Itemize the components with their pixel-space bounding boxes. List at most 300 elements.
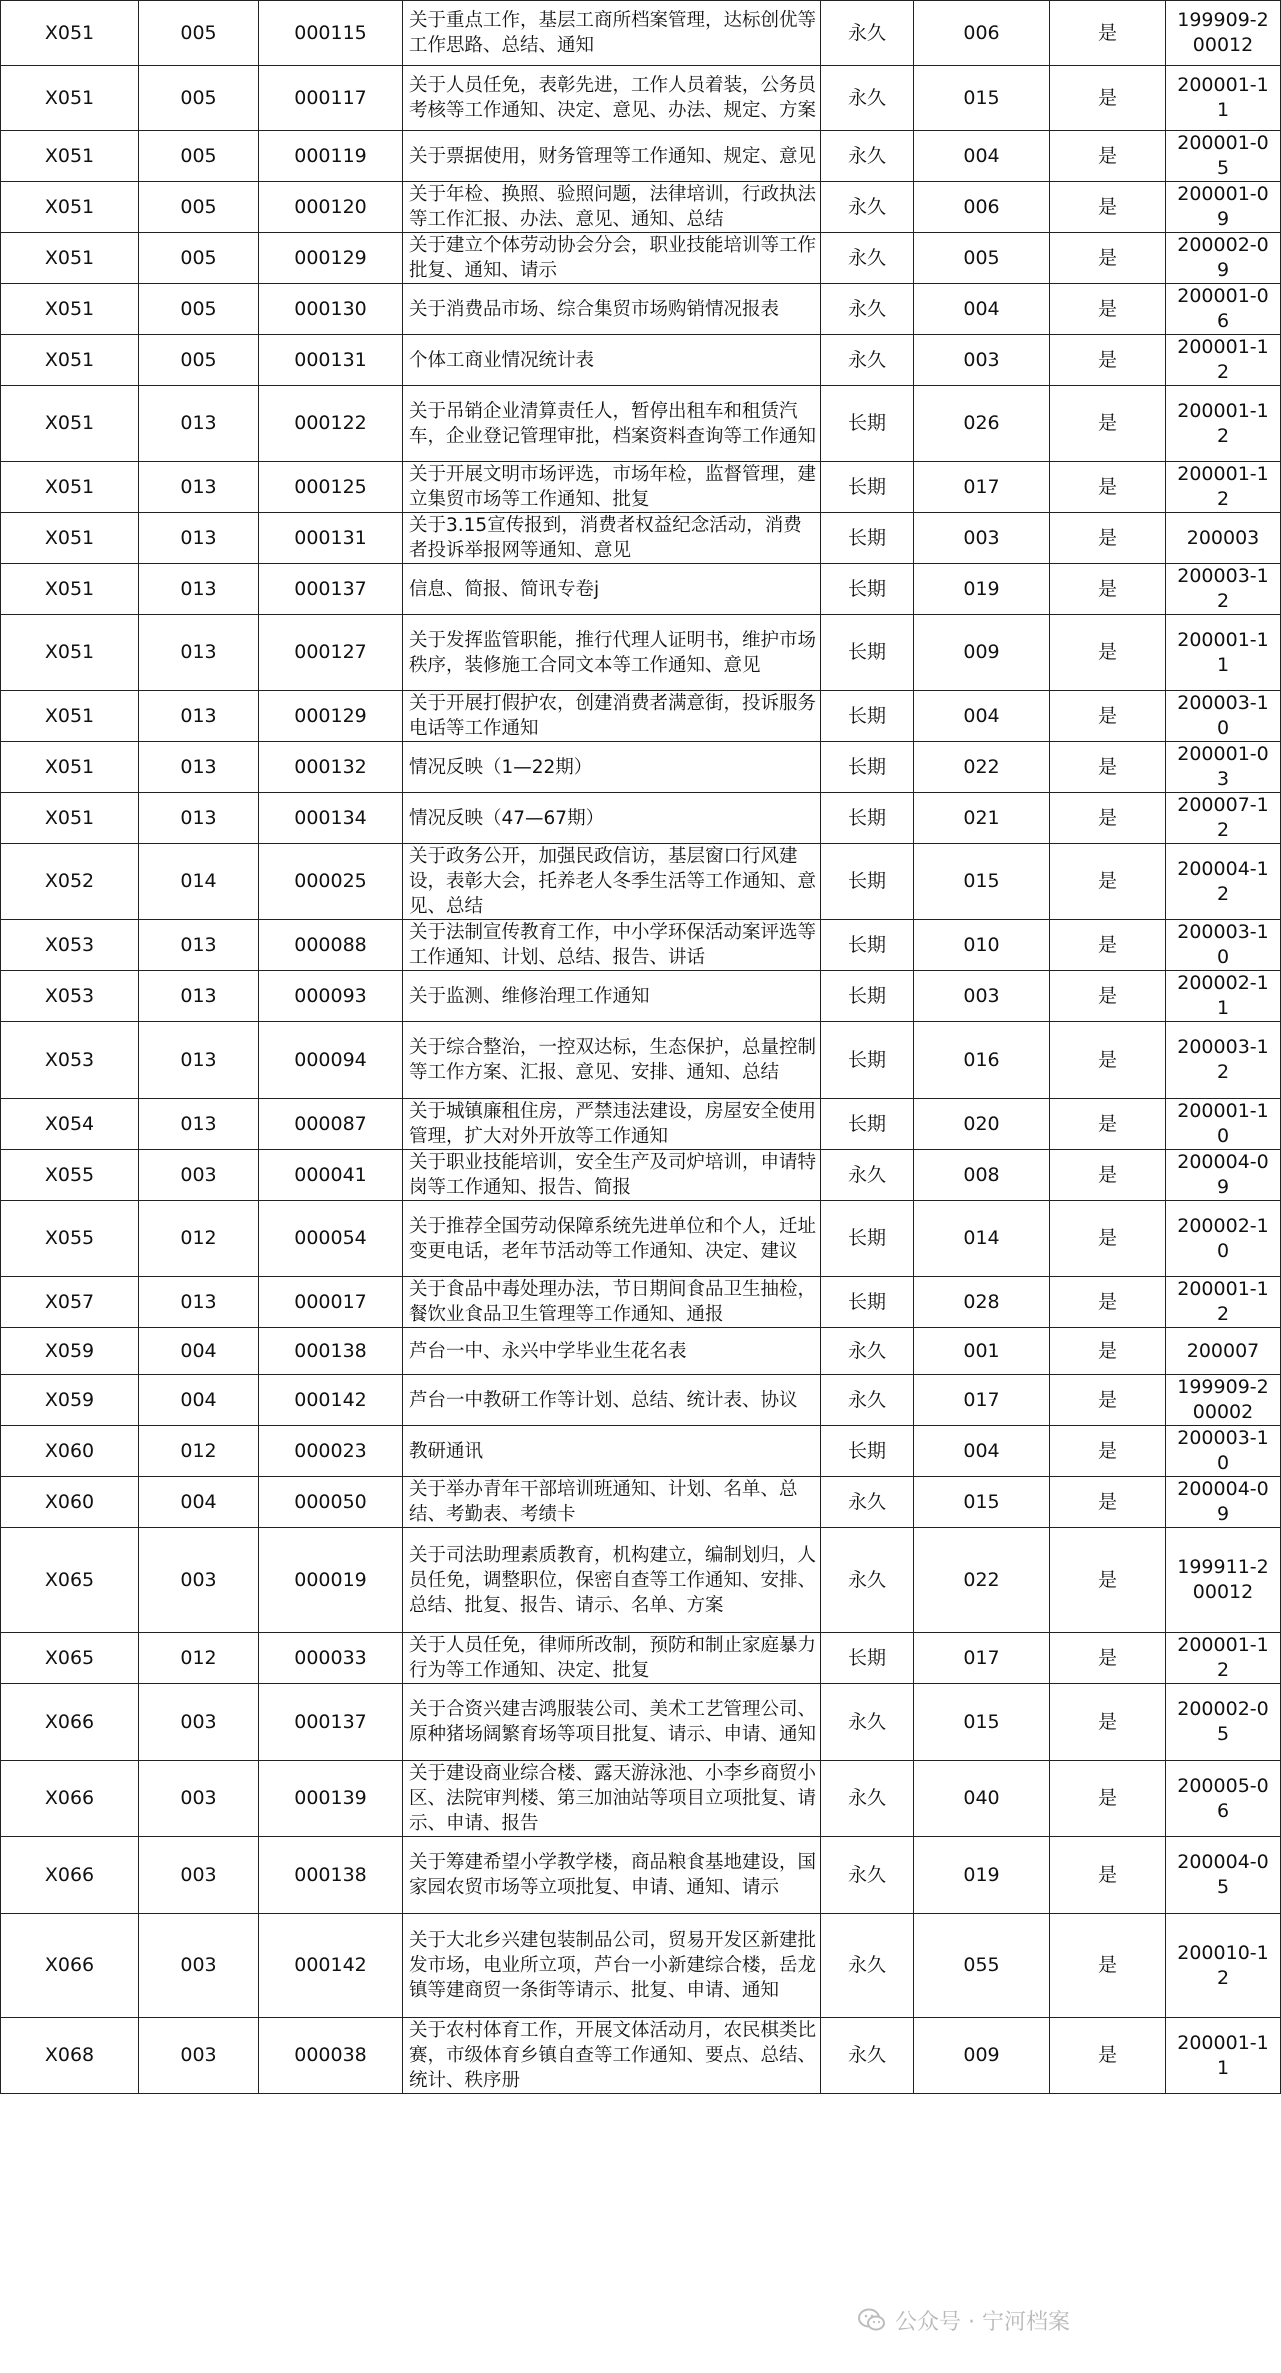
category-code-cell: 013 [139,386,259,462]
table-row [1,284,1281,335]
date-range-cell: 200003-12 [1166,564,1281,615]
date-range-cell: 200004-09 [1166,1477,1281,1528]
file-number-cell: 000127 [259,615,403,691]
date-range-cell: 200001-11 [1166,2018,1281,2094]
flag-cell: 是 [1050,2018,1166,2094]
category-code-cell: 004 [139,1375,259,1426]
page-count-cell: 017 [914,1375,1050,1426]
page-count-cell: 004 [914,131,1050,182]
category-code-cell: 013 [139,691,259,742]
file-title-cell: 信息、简报、简讯专卷j [403,564,821,615]
table-row [1,615,1281,691]
date-range-cell: 200001-11 [1166,615,1281,691]
flag-cell: 是 [1050,793,1166,844]
file-number-cell: 000134 [259,793,403,844]
volume-code-cell: X066 [1,1914,139,2018]
volume-code-cell: X051 [1,691,139,742]
flag-cell: 是 [1050,1914,1166,2018]
table-row [1,1528,1281,1633]
file-title-cell: 关于农村体育工作，开展文体活动月，农民棋类比赛，市级体育乡镇自查等工作通知、要点、总结、统计、秩序册 [403,2018,821,2094]
file-title-cell: 关于消费品市场、综合集贸市场购销情况报表 [403,284,821,335]
file-number-cell: 000088 [259,920,403,971]
retention-term-cell: 永久 [821,233,914,284]
category-code-cell: 013 [139,1099,259,1150]
volume-code-cell: X051 [1,742,139,793]
date-range-cell: 200001-12 [1166,1277,1281,1328]
retention-term-cell: 长期 [821,513,914,564]
retention-term-cell: 长期 [821,462,914,513]
page-count-cell: 004 [914,691,1050,742]
category-code-cell: 013 [139,462,259,513]
category-code-cell: 004 [139,1328,259,1375]
page-count-cell: 003 [914,513,1050,564]
category-code-cell: 005 [139,182,259,233]
category-code-cell: 013 [139,971,259,1022]
table-body [1,1,1281,2094]
volume-code-cell: X059 [1,1328,139,1375]
file-number-cell: 000125 [259,462,403,513]
category-code-cell: 003 [139,1837,259,1914]
table-row [1,1201,1281,1277]
page-count-cell: 006 [914,182,1050,233]
flag-cell: 是 [1050,462,1166,513]
volume-code-cell: X060 [1,1477,139,1528]
date-range-cell: 200003-12 [1166,1022,1281,1099]
volume-code-cell: X053 [1,1022,139,1099]
volume-code-cell: X051 [1,284,139,335]
flag-cell: 是 [1050,615,1166,691]
file-number-cell: 000120 [259,182,403,233]
volume-code-cell: X065 [1,1528,139,1633]
file-title-cell: 关于重点工作，基层工商所档案管理，达标创优等工作思路、总结、通知 [403,1,821,66]
page-count-cell: 015 [914,844,1050,920]
file-number-cell: 000054 [259,1201,403,1277]
category-code-cell: 003 [139,2018,259,2094]
file-number-cell: 000050 [259,1477,403,1528]
table-row [1,1684,1281,1761]
flag-cell: 是 [1050,564,1166,615]
page-count-cell: 028 [914,1277,1050,1328]
volume-code-cell: X051 [1,386,139,462]
volume-code-cell: X051 [1,1,139,66]
volume-code-cell: X066 [1,1761,139,1837]
file-number-cell: 000129 [259,691,403,742]
page-count-cell: 017 [914,462,1050,513]
date-range-cell: 200002-05 [1166,1684,1281,1761]
category-code-cell: 004 [139,1477,259,1528]
file-title-cell: 关于建设商业综合楼、露天游泳池、小李乡商贸小区、法院审判楼、第三加油站等项目立项批复、请示、申请、报告 [403,1761,821,1837]
retention-term-cell: 永久 [821,1761,914,1837]
flag-cell: 是 [1050,66,1166,131]
category-code-cell: 012 [139,1201,259,1277]
category-code-cell: 003 [139,1528,259,1633]
date-range-cell: 200002-09 [1166,233,1281,284]
file-title-cell: 关于3.15宣传报到，消费者权益纪念活动，消费者投诉举报网等通知、意见 [403,513,821,564]
flag-cell: 是 [1050,386,1166,462]
flag-cell: 是 [1050,1,1166,66]
retention-term-cell: 永久 [821,1684,914,1761]
retention-term-cell: 长期 [821,920,914,971]
file-title-cell: 教研通讯 [403,1426,821,1477]
volume-code-cell: X053 [1,971,139,1022]
flag-cell: 是 [1050,1277,1166,1328]
file-title-cell: 芦台一中教研工作等计划、总结、统计表、协议 [403,1375,821,1426]
file-number-cell: 000025 [259,844,403,920]
table-row [1,131,1281,182]
date-range-cell: 200002-11 [1166,971,1281,1022]
page-count-cell: 021 [914,793,1050,844]
file-number-cell: 000023 [259,1426,403,1477]
flag-cell: 是 [1050,691,1166,742]
file-title-cell: 芦台一中、永兴中学毕业生花名表 [403,1328,821,1375]
volume-code-cell: X055 [1,1150,139,1201]
table-row [1,1761,1281,1837]
file-title-cell: 关于食品中毒处理办法，节日期间食品卫生抽检，餐饮业食品卫生管理等工作通知、通报 [403,1277,821,1328]
table-row [1,1150,1281,1201]
category-code-cell: 003 [139,1914,259,2018]
table-row [1,1633,1281,1684]
file-number-cell: 000130 [259,284,403,335]
page-count-cell: 022 [914,742,1050,793]
flag-cell: 是 [1050,284,1166,335]
flag-cell: 是 [1050,1761,1166,1837]
flag-cell: 是 [1050,1201,1166,1277]
file-number-cell: 000122 [259,386,403,462]
category-code-cell: 005 [139,1,259,66]
retention-term-cell: 长期 [821,1201,914,1277]
table-row [1,742,1281,793]
page-count-cell: 020 [914,1099,1050,1150]
date-range-cell: 200003-10 [1166,1426,1281,1477]
table-row [1,462,1281,513]
page-count-cell: 006 [914,1,1050,66]
flag-cell: 是 [1050,335,1166,386]
category-code-cell: 003 [139,1150,259,1201]
file-number-cell: 000019 [259,1528,403,1633]
category-code-cell: 013 [139,1022,259,1099]
watermark-text: 公众号 · 宁河档案 [895,2309,1070,2335]
file-number-cell: 000142 [259,1375,403,1426]
category-code-cell: 005 [139,284,259,335]
retention-term-cell: 永久 [821,1477,914,1528]
page-count-cell: 040 [914,1761,1050,1837]
date-range-cell: 200007 [1166,1328,1281,1375]
table-row [1,182,1281,233]
flag-cell: 是 [1050,1150,1166,1201]
retention-term-cell: 长期 [821,793,914,844]
flag-cell: 是 [1050,513,1166,564]
retention-term-cell: 长期 [821,386,914,462]
category-code-cell: 013 [139,564,259,615]
page-count-cell: 008 [914,1150,1050,1201]
retention-term-cell: 永久 [821,2018,914,2094]
date-range-cell: 199911-200012 [1166,1528,1281,1633]
retention-term-cell: 长期 [821,1022,914,1099]
page-count-cell: 015 [914,1477,1050,1528]
retention-term-cell: 永久 [821,1914,914,2018]
file-title-cell: 关于建立个体劳动协会分会，职业技能培训等工作批复、通知、请示 [403,233,821,284]
table-row [1,1426,1281,1477]
file-number-cell: 000139 [259,1761,403,1837]
date-range-cell: 200001-12 [1166,1633,1281,1684]
date-range-cell: 200001-11 [1166,66,1281,131]
retention-term-cell: 长期 [821,971,914,1022]
flag-cell: 是 [1050,1099,1166,1150]
page-count-cell: 015 [914,1684,1050,1761]
file-number-cell: 000041 [259,1150,403,1201]
date-range-cell: 200010-12 [1166,1914,1281,2018]
category-code-cell: 005 [139,66,259,131]
category-code-cell: 005 [139,131,259,182]
table-row [1,66,1281,131]
volume-code-cell: X051 [1,335,139,386]
file-title-cell: 关于吊销企业清算责任人，暂停出租车和租赁汽车，企业登记管理审批，档案资料查询等工作通知 [403,386,821,462]
page-count-cell: 026 [914,386,1050,462]
volume-code-cell: X051 [1,131,139,182]
volume-code-cell: X057 [1,1277,139,1328]
flag-cell: 是 [1050,1837,1166,1914]
table-row [1,920,1281,971]
retention-term-cell: 永久 [821,1150,914,1201]
category-code-cell: 013 [139,793,259,844]
flag-cell: 是 [1050,233,1166,284]
date-range-cell: 200004-12 [1166,844,1281,920]
flag-cell: 是 [1050,1328,1166,1375]
page-count-cell: 022 [914,1528,1050,1633]
date-range-cell: 200003-10 [1166,920,1281,971]
volume-code-cell: X051 [1,182,139,233]
volume-code-cell: X051 [1,793,139,844]
file-title-cell: 关于政务公开，加强民政信访，基层窗口行风建设，表彰大会，托养老人冬季生活等工作通知、意见、总结 [403,844,821,920]
file-number-cell: 000131 [259,335,403,386]
retention-term-cell: 永久 [821,284,914,335]
page-count-cell: 014 [914,1201,1050,1277]
date-range-cell: 200005-06 [1166,1761,1281,1837]
table-row [1,844,1281,920]
flag-cell: 是 [1050,1477,1166,1528]
file-number-cell: 000038 [259,2018,403,2094]
date-range-cell: 200003-10 [1166,691,1281,742]
file-title-cell: 关于监测、维修治理工作通知 [403,971,821,1022]
flag-cell: 是 [1050,920,1166,971]
file-title-cell: 关于司法助理素质教育，机构建立，编制划归，人员任免，调整职位，保密自查等工作通知、安排、总结、批复、报告、请示、名单、方案 [403,1528,821,1633]
flag-cell: 是 [1050,182,1166,233]
file-title-cell: 关于发挥监管职能，推行代理人证明书，维护市场秩序，装修施工合同文本等工作通知、意见 [403,615,821,691]
category-code-cell: 013 [139,615,259,691]
flag-cell: 是 [1050,1528,1166,1633]
flag-cell: 是 [1050,1375,1166,1426]
volume-code-cell: X051 [1,564,139,615]
date-range-cell: 200003 [1166,513,1281,564]
table-row [1,1328,1281,1375]
date-range-cell: 199909-200012 [1166,1,1281,66]
wechat-icon [857,2305,887,2335]
page-count-cell: 055 [914,1914,1050,2018]
retention-term-cell: 永久 [821,66,914,131]
page-count-cell: 009 [914,615,1050,691]
volume-code-cell: X053 [1,920,139,971]
flag-cell: 是 [1050,131,1166,182]
date-range-cell: 200001-12 [1166,335,1281,386]
table-row [1,793,1281,844]
retention-term-cell: 永久 [821,335,914,386]
retention-term-cell: 长期 [821,742,914,793]
table-row [1,1277,1281,1328]
page-count-cell: 019 [914,1837,1050,1914]
flag-cell: 是 [1050,1684,1166,1761]
flag-cell: 是 [1050,1426,1166,1477]
flag-cell: 是 [1050,1633,1166,1684]
retention-term-cell: 永久 [821,1375,914,1426]
volume-code-cell: X059 [1,1375,139,1426]
file-title-cell: 关于合资兴建吉鸿服装公司、美术工艺管理公司、原种猪场阔繁育场等项目批复、请示、申请、通知 [403,1684,821,1761]
volume-code-cell: X052 [1,844,139,920]
page-count-cell: 017 [914,1633,1050,1684]
file-number-cell: 000094 [259,1022,403,1099]
date-range-cell: 200001-12 [1166,386,1281,462]
retention-term-cell: 长期 [821,1426,914,1477]
file-title-cell: 关于举办青年干部培训班通知、计划、名单、总结、考勤表、考绩卡 [403,1477,821,1528]
file-title-cell: 关于城镇廉租住房，严禁违法建设，房屋安全使用管理，扩大对外开放等工作通知 [403,1099,821,1150]
retention-term-cell: 永久 [821,1528,914,1633]
page-count-cell: 003 [914,335,1050,386]
retention-term-cell: 长期 [821,691,914,742]
file-title-cell: 关于职业技能培训，安全生产及司炉培训，申请特岗等工作通知、报告、简报 [403,1150,821,1201]
retention-term-cell: 长期 [821,615,914,691]
file-number-cell: 000138 [259,1837,403,1914]
file-number-cell: 000017 [259,1277,403,1328]
category-code-cell: 014 [139,844,259,920]
category-code-cell: 013 [139,1277,259,1328]
table-row [1,1,1281,66]
file-number-cell: 000129 [259,233,403,284]
page-count-cell: 001 [914,1328,1050,1375]
retention-term-cell: 永久 [821,131,914,182]
file-title-cell: 关于法制宣传教育工作，中小学环保活动案评选等工作通知、计划、总结、报告、讲话 [403,920,821,971]
retention-term-cell: 永久 [821,1328,914,1375]
retention-term-cell: 永久 [821,182,914,233]
flag-cell: 是 [1050,971,1166,1022]
file-title-cell: 关于年检、换照、验照问题，法律培训，行政执法等工作汇报、办法、意见、通知、总结 [403,182,821,233]
date-range-cell: 199909-200002 [1166,1375,1281,1426]
file-number-cell: 000132 [259,742,403,793]
file-number-cell: 000119 [259,131,403,182]
page-count-cell: 005 [914,233,1050,284]
table-row [1,233,1281,284]
file-title-cell: 个体工商业情况统计表 [403,335,821,386]
category-code-cell: 005 [139,335,259,386]
date-range-cell: 200004-05 [1166,1837,1281,1914]
file-number-cell: 000138 [259,1328,403,1375]
file-title-cell: 关于筹建希望小学教学楼，商品粮食基地建设，国家园农贸市场等立项批复、申请、通知、请示 [403,1837,821,1914]
table-row [1,1022,1281,1099]
retention-term-cell: 永久 [821,1,914,66]
retention-term-cell: 长期 [821,564,914,615]
file-number-cell: 000093 [259,971,403,1022]
table-row [1,1837,1281,1914]
file-number-cell: 000137 [259,564,403,615]
table-row [1,386,1281,462]
file-number-cell: 000033 [259,1633,403,1684]
file-title-cell: 关于开展文明市场评选，市场年检，监督管理，建立集贸市场等工作通知、批复 [403,462,821,513]
file-title-cell: 关于人员任免，表彰先进，工作人员着装，公务员考核等工作通知、决定、意见、办法、规定、方案 [403,66,821,131]
volume-code-cell: X066 [1,1837,139,1914]
file-title-cell: 情况反映（1—22期） [403,742,821,793]
file-number-cell: 000087 [259,1099,403,1150]
flag-cell: 是 [1050,844,1166,920]
file-number-cell: 000142 [259,1914,403,2018]
file-title-cell: 关于人员任免，律师所改制，预防和制止家庭暴力行为等工作通知、决定、批复 [403,1633,821,1684]
watermark [857,2295,1070,2345]
volume-code-cell: X051 [1,615,139,691]
file-title-cell: 关于综合整治，一控双达标，生态保护，总量控制等工作方案、汇报、意见、安排、通知、总结 [403,1022,821,1099]
table-row [1,2018,1281,2094]
volume-code-cell: X065 [1,1633,139,1684]
file-title-cell: 关于推荐全国劳动保障系统先进单位和个人，迁址变更电话，老年节活动等工作通知、决定、建议 [403,1201,821,1277]
retention-term-cell: 长期 [821,1099,914,1150]
category-code-cell: 005 [139,233,259,284]
volume-code-cell: X055 [1,1201,139,1277]
date-range-cell: 200001-09 [1166,182,1281,233]
category-code-cell: 012 [139,1426,259,1477]
file-title-cell: 关于开展打假护农，创建消费者满意街，投诉服务电话等工作通知 [403,691,821,742]
volume-code-cell: X068 [1,2018,139,2094]
category-code-cell: 013 [139,920,259,971]
category-code-cell: 003 [139,1684,259,1761]
file-title-cell: 情况反映（47—67期） [403,793,821,844]
volume-code-cell: X051 [1,66,139,131]
table-row [1,1477,1281,1528]
page-count-cell: 004 [914,284,1050,335]
flag-cell: 是 [1050,742,1166,793]
category-code-cell: 003 [139,1761,259,1837]
date-range-cell: 200001-12 [1166,462,1281,513]
category-code-cell: 013 [139,742,259,793]
table-row [1,1375,1281,1426]
category-code-cell: 013 [139,513,259,564]
volume-code-cell: X066 [1,1684,139,1761]
volume-code-cell: X060 [1,1426,139,1477]
file-title-cell: 关于票据使用，财务管理等工作通知、规定、意见 [403,131,821,182]
retention-term-cell: 长期 [821,844,914,920]
page-count-cell: 003 [914,971,1050,1022]
table-row [1,335,1281,386]
date-range-cell: 200001-10 [1166,1099,1281,1150]
retention-term-cell: 长期 [821,1277,914,1328]
file-number-cell: 000131 [259,513,403,564]
volume-code-cell: X054 [1,1099,139,1150]
file-number-cell: 000117 [259,66,403,131]
date-range-cell: 200001-05 [1166,131,1281,182]
table-row [1,513,1281,564]
table-row [1,564,1281,615]
date-range-cell: 200001-03 [1166,742,1281,793]
date-range-cell: 200002-10 [1166,1201,1281,1277]
date-range-cell: 200001-06 [1166,284,1281,335]
page-count-cell: 016 [914,1022,1050,1099]
file-title-cell: 关于大北乡兴建包装制品公司，贸易开发区新建批发市场，电业所立项，芦台一小新建综合楼，岳龙镇等建商贸一条街等请示、批复、申请、通知 [403,1914,821,2018]
category-code-cell: 012 [139,1633,259,1684]
page-count-cell: 009 [914,2018,1050,2094]
retention-term-cell: 长期 [821,1633,914,1684]
page-count-cell: 019 [914,564,1050,615]
retention-term-cell: 永久 [821,1837,914,1914]
table-row [1,691,1281,742]
volume-code-cell: X051 [1,513,139,564]
flag-cell: 是 [1050,1022,1166,1099]
table-row [1,971,1281,1022]
volume-code-cell: X051 [1,462,139,513]
